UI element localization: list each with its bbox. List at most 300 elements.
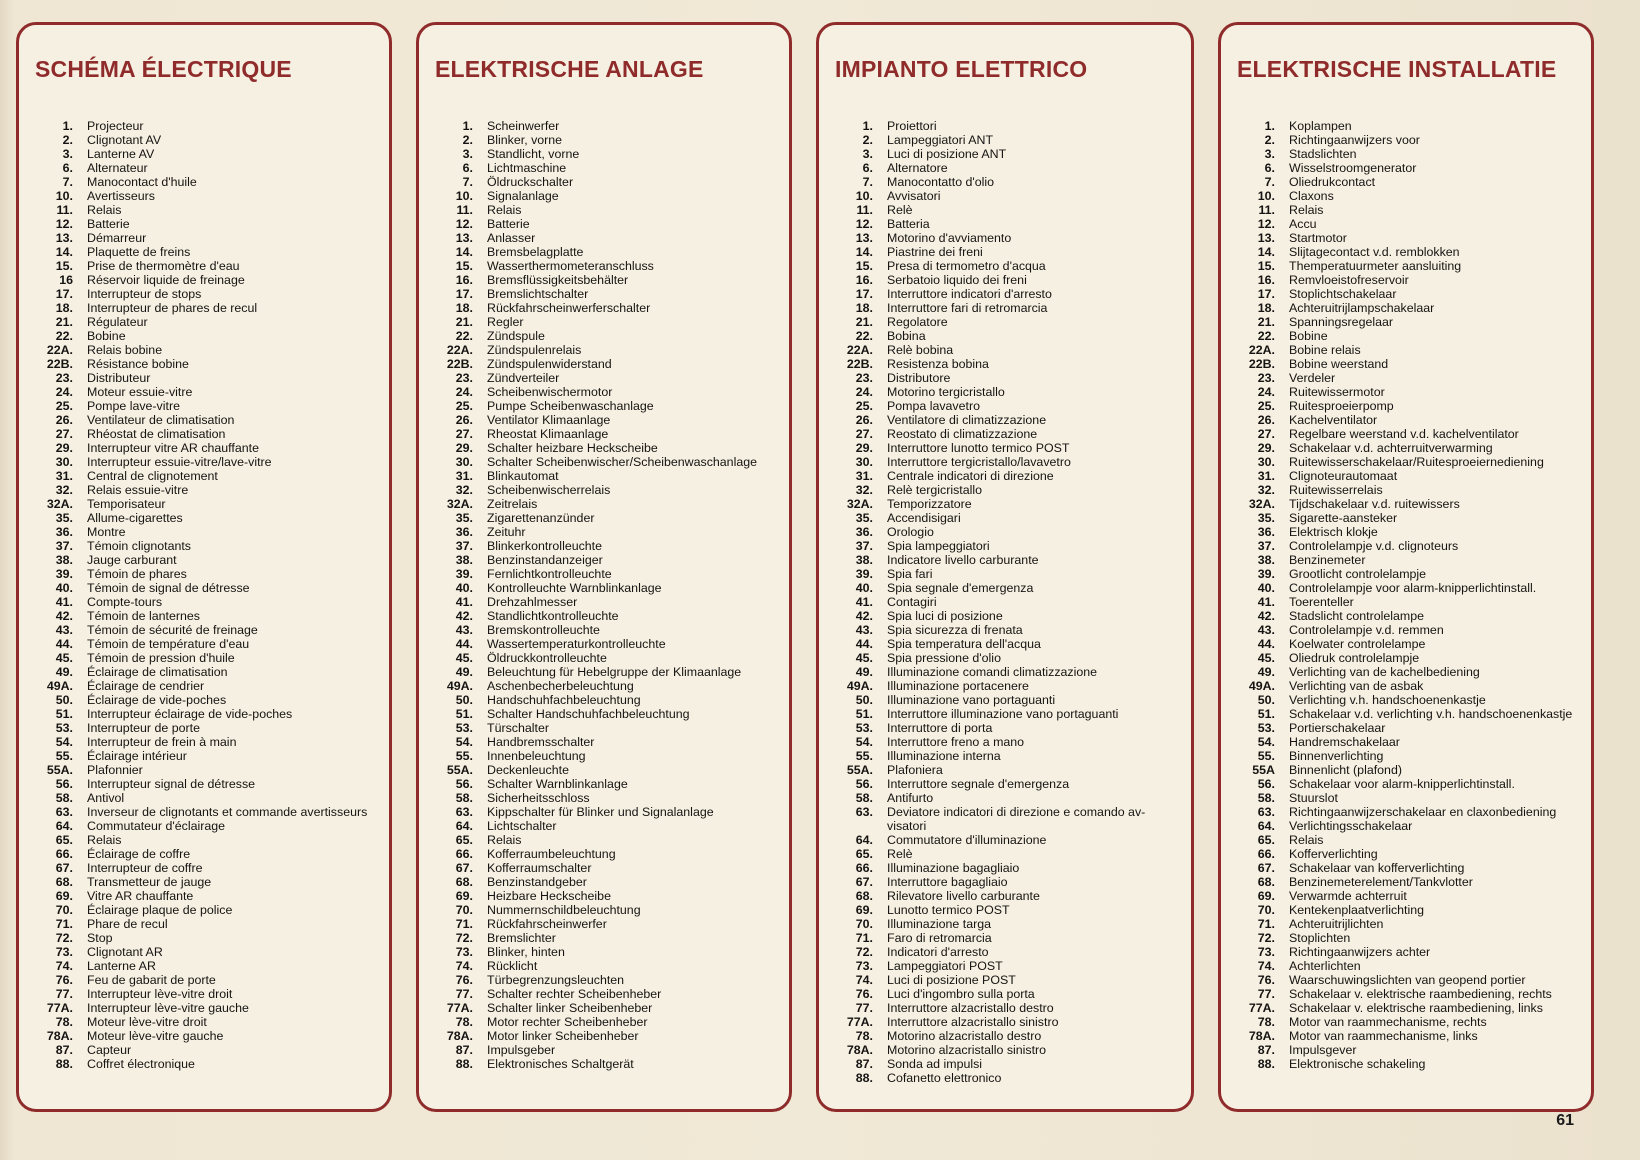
list-item <box>39 721 383 735</box>
item-label: Clignotant AR <box>87 945 163 959</box>
list-item <box>39 707 383 721</box>
item-number: 22A. <box>46 343 73 357</box>
item-number: 14. <box>55 245 73 259</box>
list-item <box>439 623 783 637</box>
item-label: Elektronische schakeling <box>1289 1057 1426 1071</box>
item-label: Bremsbelagplatte <box>487 245 584 259</box>
item-number: 11. <box>456 203 473 217</box>
item-number: 40. <box>455 581 473 595</box>
item-label: Benzinemeter <box>1289 553 1366 567</box>
list-item <box>1241 665 1585 679</box>
item-label: Schakelaar v.d. verlichting v.h. handschoenenkastje <box>1289 707 1573 721</box>
item-label: Controlelampje v.d. remmen <box>1289 623 1444 637</box>
item-number: 12. <box>55 217 73 231</box>
list-item <box>439 357 783 371</box>
item-number: 55. <box>55 749 73 763</box>
list-item <box>1241 399 1585 413</box>
item-label: Illuminazione targa <box>887 917 992 931</box>
list-item <box>839 119 1185 133</box>
list-item <box>1241 777 1585 791</box>
item-label: Zündspulenwiderstand <box>487 357 612 371</box>
item-label: Achterlichten <box>1289 959 1361 973</box>
item-number: 22. <box>455 329 473 343</box>
list-item <box>439 833 783 847</box>
item-label: Motorino d'avviamento <box>887 231 1012 245</box>
item-label: Interruttore freno a mano <box>887 735 1025 749</box>
item-number: 49. <box>855 665 873 679</box>
item-number: 38. <box>55 553 73 567</box>
list-item <box>39 889 383 903</box>
list-item <box>839 791 1185 805</box>
item-label: Spia segnale d'emergenza <box>887 581 1034 595</box>
item-number: 44. <box>1257 637 1275 651</box>
item-number: 14. <box>855 245 873 259</box>
item-label: Spanningsregelaar <box>1289 315 1394 329</box>
item-label: Interrupteur lève-vitre droit <box>87 987 233 1001</box>
item-label: Motorino tergicristallo <box>887 385 1005 399</box>
item-label: Presa di termometro d'acqua <box>887 259 1046 273</box>
item-label: Relè tergicristallo <box>887 483 983 497</box>
item-number: 64. <box>55 819 73 833</box>
item-number: 27. <box>455 427 473 441</box>
item-label: Rheostat Klimaanlage <box>487 427 609 441</box>
item-label: Bremslichtschalter <box>487 287 589 301</box>
item-label: Antivol <box>87 791 125 805</box>
item-number: 88. <box>855 1071 873 1085</box>
item-number: 50. <box>55 693 73 707</box>
item-number: 25. <box>55 399 73 413</box>
list-item <box>39 791 383 805</box>
item-number: 14. <box>455 245 473 259</box>
list-item <box>1241 707 1585 721</box>
list-item <box>1241 161 1585 175</box>
item-number: 39. <box>455 567 473 581</box>
item-label: Motorino alzacristallo sinistro <box>887 1043 1047 1057</box>
list-item <box>1241 455 1585 469</box>
item-label: Rücklicht <box>487 959 538 973</box>
item-number: 77. <box>55 987 73 1001</box>
list-item <box>839 357 1185 371</box>
item-label: Zündspulenrelais <box>487 343 582 357</box>
list-item <box>439 399 783 413</box>
list-item <box>1241 847 1585 861</box>
item-label: Binnenverlichting <box>1289 749 1384 763</box>
list-item <box>39 581 383 595</box>
item-number: 76. <box>855 987 873 1001</box>
item-number: 49. <box>455 665 473 679</box>
item-number: 3. <box>62 147 73 161</box>
item-label: Plaquette de freins <box>87 245 191 259</box>
list-item <box>839 287 1185 301</box>
item-number: 3. <box>862 147 873 161</box>
item-number: 68. <box>455 875 473 889</box>
item-label: Blinkerkontrolleuchte <box>487 539 603 553</box>
item-label: Zündspule <box>487 329 545 343</box>
item-number: 37. <box>1257 539 1275 553</box>
list-item <box>39 987 383 1001</box>
item-number: 7. <box>862 175 873 189</box>
item-label: Stadslicht controlelampe <box>1289 609 1424 623</box>
list-item <box>439 553 783 567</box>
list-item <box>439 175 783 189</box>
item-label: Bremslichter <box>487 931 556 945</box>
item-number: 17. <box>455 287 473 301</box>
list-item <box>839 413 1185 427</box>
list-item <box>439 861 783 875</box>
item-label: Témoin de température d'eau <box>87 637 250 651</box>
item-label: Relais <box>1289 833 1324 847</box>
item-label: Interruttore segnale d'emergenza <box>887 777 1070 791</box>
list-item <box>439 819 783 833</box>
item-number: 55A. <box>846 763 873 777</box>
list-item <box>1241 833 1585 847</box>
item-number: 27. <box>55 427 73 441</box>
item-number: 10. <box>855 189 873 203</box>
list-item <box>1241 651 1585 665</box>
item-list <box>1241 119 1585 1071</box>
item-number: 54. <box>55 735 73 749</box>
item-number: 22. <box>55 329 73 343</box>
item-number: 40. <box>55 581 73 595</box>
item-label: Bobine <box>1289 329 1328 343</box>
item-label: Rilevatore livello carburante <box>887 889 1040 903</box>
list-item <box>439 133 783 147</box>
item-number: 10. <box>55 189 73 203</box>
item-number: 77A. <box>846 1015 873 1029</box>
item-number: 10. <box>1257 189 1275 203</box>
item-label: Sicherheitsschloss <box>487 791 590 805</box>
list-item <box>439 637 783 651</box>
item-label: Témoin de sécurité de freinage <box>87 623 258 637</box>
item-number: 26. <box>455 413 473 427</box>
item-number: 23. <box>55 371 73 385</box>
item-label: Schalter linker Scheibenheber <box>487 1001 653 1015</box>
list-item <box>39 693 383 707</box>
item-label: Zeitrelais <box>487 497 538 511</box>
item-number: 76. <box>455 973 473 987</box>
list-item <box>839 343 1185 357</box>
item-number: 23. <box>1257 371 1275 385</box>
item-label: Relè bobina <box>887 343 954 357</box>
list-item <box>39 553 383 567</box>
item-number: 78. <box>855 1029 873 1043</box>
item-number: 30. <box>455 455 473 469</box>
list-item <box>839 805 1185 819</box>
list-item <box>439 525 783 539</box>
list-item <box>839 623 1185 637</box>
list-item <box>1241 735 1585 749</box>
list-item <box>839 595 1185 609</box>
item-number: 25. <box>1257 399 1275 413</box>
item-label: Spia fari <box>887 567 933 581</box>
item-label: Motor linker Scheibenheber <box>487 1029 639 1043</box>
list-item <box>39 1043 383 1057</box>
item-number: 6. <box>462 161 473 175</box>
item-number: 29. <box>455 441 473 455</box>
item-label: Interrupteur de stops <box>87 287 202 301</box>
item-label: Achteruitrijlampschakelaar <box>1289 301 1435 315</box>
item-number: 30. <box>855 455 873 469</box>
list-item <box>839 847 1185 861</box>
item-label: Wisselstroomgenerator <box>1289 161 1417 175</box>
item-number: 56. <box>55 777 73 791</box>
item-label: Benzinemeterelement/Tankvlotter <box>1289 875 1473 889</box>
list-item <box>439 679 783 693</box>
item-number: 42. <box>55 609 73 623</box>
list-item <box>439 1057 783 1071</box>
item-number: 70. <box>455 903 473 917</box>
item-label: Relais <box>87 833 122 847</box>
list-item <box>39 1015 383 1029</box>
item-number: 24. <box>1257 385 1275 399</box>
item-number: 29. <box>55 441 73 455</box>
item-number: 6. <box>862 161 873 175</box>
item-label: Allume-cigarettes <box>87 511 183 525</box>
item-number: 71. <box>1257 917 1275 931</box>
panel-italian <box>816 22 1194 1112</box>
item-label: Interruttore bagagliaio <box>887 875 1008 889</box>
item-label: Manocontatto d'olio <box>887 175 995 189</box>
list-item <box>1241 931 1585 945</box>
item-label: Blinkautomat <box>487 469 559 483</box>
item-number: 7. <box>462 175 473 189</box>
item-number: 11. <box>856 203 873 217</box>
item-number: 16. <box>1257 273 1275 287</box>
item-number: 63. <box>455 805 473 819</box>
item-number: 65. <box>455 833 473 847</box>
item-label: Drehzahlmesser <box>487 595 578 609</box>
list-item <box>39 847 383 861</box>
item-number: 58. <box>455 791 473 805</box>
item-number: 14. <box>1257 245 1275 259</box>
item-number: 21. <box>55 315 73 329</box>
item-label: Bobine relais <box>1289 343 1361 357</box>
list-item <box>439 889 783 903</box>
item-label: Compte-tours <box>87 595 163 609</box>
item-number: 55. <box>855 749 873 763</box>
item-label: Toerenteller <box>1289 595 1354 609</box>
list-item <box>39 441 383 455</box>
item-label: Orologio <box>887 525 934 539</box>
item-label: Impulsgever <box>1289 1043 1357 1057</box>
item-number: 53. <box>855 721 873 735</box>
list-item <box>839 959 1185 973</box>
item-number: 32A. <box>46 497 73 511</box>
list-item <box>1241 903 1585 917</box>
item-label: Remvloeistofreservoir <box>1289 273 1409 287</box>
item-number: 38. <box>855 553 873 567</box>
list-item <box>839 273 1185 287</box>
item-number: 24. <box>455 385 473 399</box>
list-item <box>39 777 383 791</box>
list-item <box>39 651 383 665</box>
list-item <box>839 679 1185 693</box>
list-item <box>39 749 383 763</box>
item-number: 54. <box>855 735 873 749</box>
item-label: Batterie <box>87 217 130 231</box>
item-label: Zeituhr <box>487 525 526 539</box>
list-item <box>39 623 383 637</box>
list-item <box>439 959 783 973</box>
list-item <box>439 539 783 553</box>
item-label: Temporizzatore <box>887 497 972 511</box>
list-item <box>39 959 383 973</box>
list-item <box>1241 147 1585 161</box>
item-number: 63. <box>55 805 73 819</box>
item-number: 76. <box>55 973 73 987</box>
list-item <box>839 525 1185 539</box>
item-number: 36. <box>855 525 873 539</box>
item-label: Zigarettenanzünder <box>487 511 595 525</box>
item-label: Interruttore alzacristallo destro <box>887 1001 1054 1015</box>
item-number: 38. <box>455 553 473 567</box>
item-number: 18. <box>455 301 473 315</box>
item-number: 22A. <box>446 343 473 357</box>
list-item <box>39 231 383 245</box>
item-label: Résistance bobine <box>87 357 189 371</box>
list-item <box>39 945 383 959</box>
item-label: Sonda ad impulsi <box>887 1057 983 1071</box>
item-number: 54. <box>455 735 473 749</box>
list-item <box>839 539 1185 553</box>
list-item <box>39 329 383 343</box>
item-number: 88. <box>55 1057 73 1071</box>
item-number: 41. <box>455 595 473 609</box>
item-number: 42. <box>455 609 473 623</box>
item-number: 77A. <box>46 1001 73 1015</box>
item-label: Spia temperatura dell'acqua <box>887 637 1041 651</box>
item-label: Interrupteur signal de détresse <box>87 777 256 791</box>
item-label: Lanterne AR <box>87 959 156 973</box>
item-label: Beleuchtung für Hebelgruppe der Klimaanlage <box>487 665 742 679</box>
list-item <box>39 427 383 441</box>
list-item <box>839 161 1185 175</box>
item-label: Startmotor <box>1289 231 1347 245</box>
item-number: 43. <box>455 623 473 637</box>
item-label: Handremschakelaar <box>1289 735 1400 749</box>
list-item <box>39 595 383 609</box>
item-number: 36. <box>1257 525 1275 539</box>
list-item <box>839 707 1185 721</box>
item-number: 18. <box>55 301 73 315</box>
list-item <box>439 917 783 931</box>
list-item <box>839 1015 1185 1029</box>
list-item <box>1241 259 1585 273</box>
item-number: 66. <box>1257 847 1275 861</box>
item-number: 25. <box>855 399 873 413</box>
list-item <box>439 595 783 609</box>
list-item <box>439 665 783 679</box>
item-number: 29. <box>855 441 873 455</box>
item-number: 35. <box>855 511 873 525</box>
item-label: Pompa lavavetro <box>887 399 980 413</box>
item-number: 12. <box>855 217 873 231</box>
item-number: 77A. <box>446 1001 473 1015</box>
item-number: 21. <box>855 315 873 329</box>
list-item <box>1241 287 1585 301</box>
item-number: 87. <box>55 1043 73 1057</box>
list-item <box>439 189 783 203</box>
item-label: Binnenlicht (plafond) <box>1289 763 1402 777</box>
item-label: Relais essuie-vitre <box>87 483 189 497</box>
item-label: Témoin de phares <box>87 567 187 581</box>
list-item <box>39 189 383 203</box>
list-item <box>1241 357 1585 371</box>
item-list <box>439 119 783 1071</box>
list-item <box>839 483 1185 497</box>
item-label: Motor rechter Scheibenheber <box>487 1015 648 1029</box>
item-label: Ventilatore di climatizzazione <box>887 413 1047 427</box>
list-item <box>1241 623 1585 637</box>
item-label: Stoplichten <box>1289 931 1351 945</box>
list-item <box>1241 1001 1585 1015</box>
list-item <box>439 581 783 595</box>
item-number: 2. <box>462 133 473 147</box>
item-label: Stoplichtschakelaar <box>1289 287 1397 301</box>
item-number: 2. <box>62 133 73 147</box>
item-label: Regler <box>487 315 524 329</box>
item-label: Illuminazione interna <box>887 749 1001 763</box>
item-number: 87. <box>855 1057 873 1071</box>
item-label: Verlichtingsschakelaar <box>1289 819 1413 833</box>
list-item <box>439 1029 783 1043</box>
list-item <box>1241 371 1585 385</box>
list-item <box>39 735 383 749</box>
list-item <box>1241 721 1585 735</box>
item-label: Fernlichtkontrolleuchte <box>487 567 612 581</box>
item-number: 22B. <box>1248 357 1275 371</box>
item-label: Öldruckschalter <box>487 175 574 189</box>
item-number: 26. <box>855 413 873 427</box>
item-number: 67. <box>455 861 473 875</box>
item-number: 27. <box>1257 427 1275 441</box>
list-item <box>839 749 1185 763</box>
item-number: 7. <box>1264 175 1275 189</box>
item-number: 12. <box>1257 217 1275 231</box>
item-label: Illuminazione vano portaguanti <box>887 693 1056 707</box>
item-label: Ruitewissermotor <box>1289 385 1385 399</box>
item-number: 55. <box>1257 749 1275 763</box>
panel-title: IMPIANTO ELETTRICO <box>835 56 1088 82</box>
list-item <box>839 1071 1185 1085</box>
item-label: Interruttore di porta <box>887 721 993 735</box>
list-item <box>1241 343 1585 357</box>
list-item <box>1241 679 1585 693</box>
item-label: Interruttore alzacristallo sinistro <box>887 1015 1059 1029</box>
item-label: Relais <box>487 203 522 217</box>
list-item <box>839 189 1185 203</box>
list-item <box>839 567 1185 581</box>
list-item <box>439 455 783 469</box>
list-item <box>439 343 783 357</box>
list-item <box>1241 553 1585 567</box>
item-label: Éclairage intérieur <box>87 749 187 763</box>
list-item <box>839 427 1185 441</box>
item-number: 53. <box>55 721 73 735</box>
item-label: Blinker, vorne <box>487 133 563 147</box>
list-item <box>839 385 1185 399</box>
list-item <box>439 763 783 777</box>
item-number: 3. <box>1264 147 1275 161</box>
item-number: 73. <box>855 959 873 973</box>
list-item <box>839 245 1185 259</box>
item-number: 51. <box>55 707 73 721</box>
list-item <box>39 917 383 931</box>
item-number: 18. <box>1257 301 1275 315</box>
item-label: Éclairage de coffre <box>87 847 191 861</box>
list-item <box>839 581 1185 595</box>
list-item <box>839 441 1185 455</box>
